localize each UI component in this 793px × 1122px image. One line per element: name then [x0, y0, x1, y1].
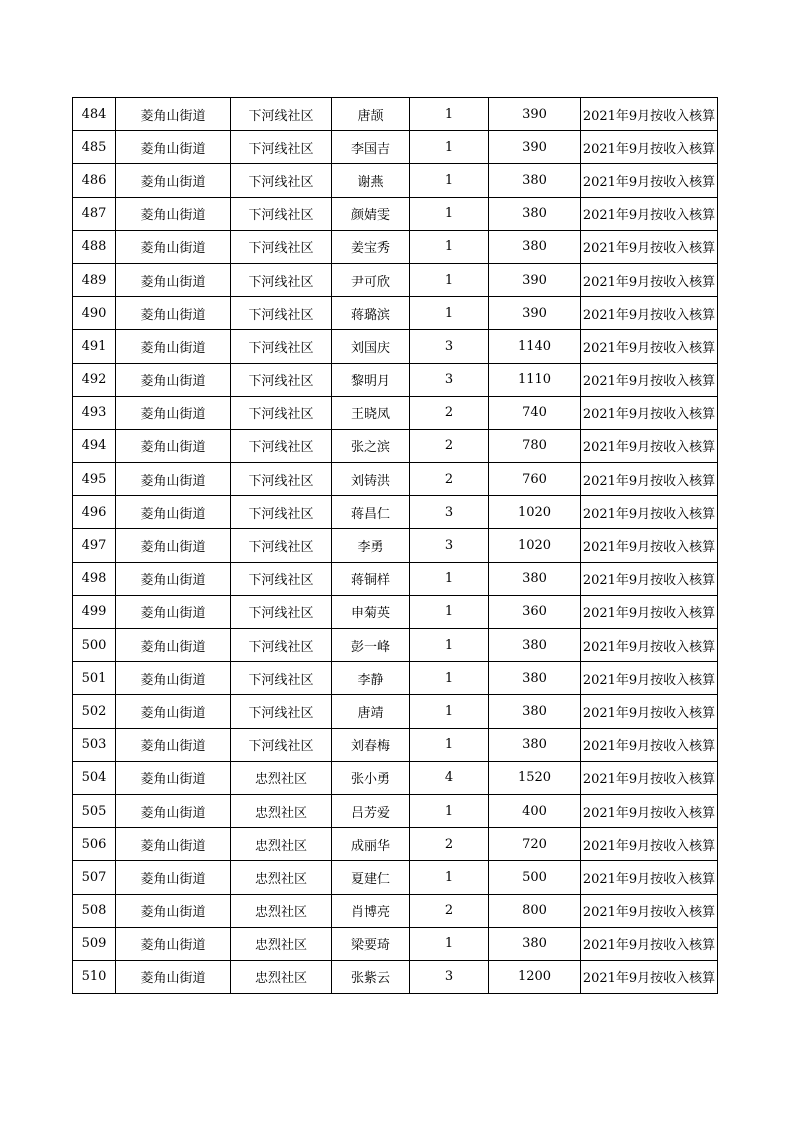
- subdistrict-cell: 菱角山街道: [116, 330, 231, 363]
- household-size-cell: 4: [410, 761, 489, 794]
- subdistrict-cell: 菱角山街道: [116, 629, 231, 662]
- row-number-cell: 488: [73, 230, 116, 263]
- community-cell: 下河线社区: [231, 695, 332, 728]
- amount-cell: 1110: [489, 363, 581, 396]
- amount-cell: 380: [489, 629, 581, 662]
- table-row: [73, 197, 718, 230]
- subdistrict-cell: 菱角山街道: [116, 529, 231, 562]
- note-cell: 2021年9月按收入核算: [581, 695, 718, 728]
- name-cell: 谢燕: [332, 164, 410, 197]
- household-size-cell: 1: [410, 297, 489, 330]
- row-number-cell: 490: [73, 297, 116, 330]
- amount-cell: 1020: [489, 529, 581, 562]
- roster-table-body: [73, 98, 718, 994]
- table-row: [73, 861, 718, 894]
- name-cell: 蒋璐滨: [332, 297, 410, 330]
- household-size-cell: 1: [410, 197, 489, 230]
- table-row: [73, 927, 718, 960]
- name-cell: 梁要琦: [332, 927, 410, 960]
- household-size-cell: 2: [410, 429, 489, 462]
- household-size-cell: 1: [410, 927, 489, 960]
- table-row: [73, 396, 718, 429]
- table-row: [73, 363, 718, 396]
- name-cell: 黎明月: [332, 363, 410, 396]
- amount-cell: 780: [489, 429, 581, 462]
- row-number-cell: 507: [73, 861, 116, 894]
- community-cell: 下河线社区: [231, 429, 332, 462]
- household-size-cell: 2: [410, 828, 489, 861]
- household-size-cell: 1: [410, 695, 489, 728]
- household-size-cell: 1: [410, 794, 489, 827]
- subdistrict-cell: 菱角山街道: [116, 562, 231, 595]
- row-number-cell: 506: [73, 828, 116, 861]
- community-cell: 下河线社区: [231, 297, 332, 330]
- subdistrict-cell: 菱角山街道: [116, 927, 231, 960]
- note-cell: 2021年9月按收入核算: [581, 396, 718, 429]
- name-cell: 蒋铜样: [332, 562, 410, 595]
- amount-cell: 1140: [489, 330, 581, 363]
- household-size-cell: 3: [410, 529, 489, 562]
- name-cell: 吕芳爱: [332, 794, 410, 827]
- table-row: [73, 595, 718, 628]
- note-cell: 2021年9月按收入核算: [581, 794, 718, 827]
- name-cell: 彭一峰: [332, 629, 410, 662]
- row-number-cell: 505: [73, 794, 116, 827]
- community-cell: 下河线社区: [231, 496, 332, 529]
- note-cell: 2021年9月按收入核算: [581, 529, 718, 562]
- community-cell: 忠烈社区: [231, 794, 332, 827]
- amount-cell: 760: [489, 463, 581, 496]
- community-cell: 下河线社区: [231, 463, 332, 496]
- amount-cell: 390: [489, 131, 581, 164]
- subdistrict-cell: 菱角山街道: [116, 894, 231, 927]
- row-number-cell: 499: [73, 595, 116, 628]
- name-cell: 李国吉: [332, 131, 410, 164]
- household-size-cell: 2: [410, 463, 489, 496]
- household-size-cell: 1: [410, 595, 489, 628]
- community-cell: 下河线社区: [231, 98, 332, 131]
- household-size-cell: 1: [410, 861, 489, 894]
- table-row: [73, 330, 718, 363]
- table-row: [73, 297, 718, 330]
- subdistrict-cell: 菱角山街道: [116, 595, 231, 628]
- note-cell: 2021年9月按收入核算: [581, 297, 718, 330]
- household-size-cell: 1: [410, 98, 489, 131]
- household-size-cell: 3: [410, 330, 489, 363]
- table-row: [73, 230, 718, 263]
- community-cell: 忠烈社区: [231, 894, 332, 927]
- assistance-roster-table: [72, 97, 718, 994]
- amount-cell: 360: [489, 595, 581, 628]
- subdistrict-cell: 菱角山街道: [116, 794, 231, 827]
- table-row: [73, 562, 718, 595]
- name-cell: 夏建仁: [332, 861, 410, 894]
- note-cell: 2021年9月按收入核算: [581, 595, 718, 628]
- row-number-cell: 489: [73, 263, 116, 296]
- name-cell: 尹可欣: [332, 263, 410, 296]
- subdistrict-cell: 菱角山街道: [116, 297, 231, 330]
- note-cell: 2021年9月按收入核算: [581, 562, 718, 595]
- note-cell: 2021年9月按收入核算: [581, 761, 718, 794]
- row-number-cell: 494: [73, 429, 116, 462]
- name-cell: 刘国庆: [332, 330, 410, 363]
- note-cell: 2021年9月按收入核算: [581, 164, 718, 197]
- name-cell: 李静: [332, 662, 410, 695]
- note-cell: 2021年9月按收入核算: [581, 263, 718, 296]
- name-cell: 颜婧雯: [332, 197, 410, 230]
- note-cell: 2021年9月按收入核算: [581, 363, 718, 396]
- note-cell: 2021年9月按收入核算: [581, 429, 718, 462]
- table-row: [73, 828, 718, 861]
- household-size-cell: 1: [410, 562, 489, 595]
- household-size-cell: 1: [410, 263, 489, 296]
- amount-cell: 380: [489, 230, 581, 263]
- subdistrict-cell: 菱角山街道: [116, 463, 231, 496]
- row-number-cell: 495: [73, 463, 116, 496]
- community-cell: 忠烈社区: [231, 761, 332, 794]
- community-cell: 忠烈社区: [231, 828, 332, 861]
- household-size-cell: 1: [410, 662, 489, 695]
- table-row: [73, 695, 718, 728]
- community-cell: 忠烈社区: [231, 861, 332, 894]
- amount-cell: 380: [489, 927, 581, 960]
- community-cell: 下河线社区: [231, 131, 332, 164]
- note-cell: 2021年9月按收入核算: [581, 131, 718, 164]
- amount-cell: 1020: [489, 496, 581, 529]
- note-cell: 2021年9月按收入核算: [581, 98, 718, 131]
- amount-cell: 390: [489, 297, 581, 330]
- name-cell: 李勇: [332, 529, 410, 562]
- community-cell: 下河线社区: [231, 595, 332, 628]
- subdistrict-cell: 菱角山街道: [116, 828, 231, 861]
- amount-cell: 500: [489, 861, 581, 894]
- subdistrict-cell: 菱角山街道: [116, 98, 231, 131]
- subdistrict-cell: 菱角山街道: [116, 429, 231, 462]
- table-row: [73, 164, 718, 197]
- table-row: [73, 629, 718, 662]
- row-number-cell: 497: [73, 529, 116, 562]
- table-row: [73, 761, 718, 794]
- table-row: [73, 429, 718, 462]
- name-cell: 张小勇: [332, 761, 410, 794]
- name-cell: 张紫云: [332, 960, 410, 993]
- amount-cell: 380: [489, 562, 581, 595]
- amount-cell: 380: [489, 197, 581, 230]
- table-row: [73, 662, 718, 695]
- household-size-cell: 1: [410, 728, 489, 761]
- table-row: [73, 263, 718, 296]
- name-cell: 唐颉: [332, 98, 410, 131]
- row-number-cell: 510: [73, 960, 116, 993]
- household-size-cell: 1: [410, 629, 489, 662]
- community-cell: 下河线社区: [231, 230, 332, 263]
- subdistrict-cell: 菱角山街道: [116, 396, 231, 429]
- row-number-cell: 509: [73, 927, 116, 960]
- subdistrict-cell: 菱角山街道: [116, 363, 231, 396]
- amount-cell: 740: [489, 396, 581, 429]
- subdistrict-cell: 菱角山街道: [116, 861, 231, 894]
- table-row: [73, 894, 718, 927]
- table-row: [73, 728, 718, 761]
- row-number-cell: 486: [73, 164, 116, 197]
- amount-cell: 380: [489, 695, 581, 728]
- name-cell: 刘铸洪: [332, 463, 410, 496]
- note-cell: 2021年9月按收入核算: [581, 496, 718, 529]
- community-cell: 下河线社区: [231, 629, 332, 662]
- community-cell: 下河线社区: [231, 529, 332, 562]
- row-number-cell: 496: [73, 496, 116, 529]
- community-cell: 下河线社区: [231, 396, 332, 429]
- household-size-cell: 3: [410, 960, 489, 993]
- household-size-cell: 1: [410, 164, 489, 197]
- row-number-cell: 502: [73, 695, 116, 728]
- subdistrict-cell: 菱角山街道: [116, 197, 231, 230]
- subdistrict-cell: 菱角山街道: [116, 761, 231, 794]
- amount-cell: 400: [489, 794, 581, 827]
- table-row: [73, 794, 718, 827]
- note-cell: 2021年9月按收入核算: [581, 728, 718, 761]
- name-cell: 申菊英: [332, 595, 410, 628]
- community-cell: 下河线社区: [231, 330, 332, 363]
- subdistrict-cell: 菱角山街道: [116, 263, 231, 296]
- subdistrict-cell: 菱角山街道: [116, 131, 231, 164]
- amount-cell: 1520: [489, 761, 581, 794]
- note-cell: 2021年9月按收入核算: [581, 861, 718, 894]
- note-cell: 2021年9月按收入核算: [581, 463, 718, 496]
- table-row: [73, 496, 718, 529]
- row-number-cell: 498: [73, 562, 116, 595]
- table-row: [73, 529, 718, 562]
- community-cell: 下河线社区: [231, 363, 332, 396]
- row-number-cell: 500: [73, 629, 116, 662]
- subdistrict-cell: 菱角山街道: [116, 728, 231, 761]
- amount-cell: 390: [489, 98, 581, 131]
- community-cell: 下河线社区: [231, 197, 332, 230]
- community-cell: 下河线社区: [231, 164, 332, 197]
- community-cell: 下河线社区: [231, 562, 332, 595]
- note-cell: 2021年9月按收入核算: [581, 894, 718, 927]
- note-cell: 2021年9月按收入核算: [581, 662, 718, 695]
- household-size-cell: 2: [410, 894, 489, 927]
- subdistrict-cell: 菱角山街道: [116, 695, 231, 728]
- row-number-cell: 485: [73, 131, 116, 164]
- table-row: [73, 98, 718, 131]
- row-number-cell: 493: [73, 396, 116, 429]
- table-row: [73, 463, 718, 496]
- row-number-cell: 508: [73, 894, 116, 927]
- row-number-cell: 504: [73, 761, 116, 794]
- subdistrict-cell: 菱角山街道: [116, 164, 231, 197]
- note-cell: 2021年9月按收入核算: [581, 629, 718, 662]
- row-number-cell: 503: [73, 728, 116, 761]
- name-cell: 张之滨: [332, 429, 410, 462]
- name-cell: 姜宝秀: [332, 230, 410, 263]
- amount-cell: 390: [489, 263, 581, 296]
- row-number-cell: 501: [73, 662, 116, 695]
- subdistrict-cell: 菱角山街道: [116, 662, 231, 695]
- row-number-cell: 491: [73, 330, 116, 363]
- amount-cell: 720: [489, 828, 581, 861]
- subdistrict-cell: 菱角山街道: [116, 960, 231, 993]
- note-cell: 2021年9月按收入核算: [581, 230, 718, 263]
- amount-cell: 380: [489, 728, 581, 761]
- community-cell: 忠烈社区: [231, 927, 332, 960]
- row-number-cell: 492: [73, 363, 116, 396]
- note-cell: 2021年9月按收入核算: [581, 197, 718, 230]
- note-cell: 2021年9月按收入核算: [581, 927, 718, 960]
- amount-cell: 1200: [489, 960, 581, 993]
- name-cell: 王晓凤: [332, 396, 410, 429]
- table-row: [73, 960, 718, 993]
- name-cell: 肖博亮: [332, 894, 410, 927]
- name-cell: 蒋昌仁: [332, 496, 410, 529]
- community-cell: 下河线社区: [231, 662, 332, 695]
- household-size-cell: 2: [410, 396, 489, 429]
- household-size-cell: 1: [410, 230, 489, 263]
- note-cell: 2021年9月按收入核算: [581, 330, 718, 363]
- name-cell: 唐靖: [332, 695, 410, 728]
- household-size-cell: 3: [410, 363, 489, 396]
- name-cell: 成丽华: [332, 828, 410, 861]
- subdistrict-cell: 菱角山街道: [116, 230, 231, 263]
- subdistrict-cell: 菱角山街道: [116, 496, 231, 529]
- household-size-cell: 3: [410, 496, 489, 529]
- amount-cell: 800: [489, 894, 581, 927]
- table-row: [73, 131, 718, 164]
- community-cell: 忠烈社区: [231, 960, 332, 993]
- row-number-cell: 487: [73, 197, 116, 230]
- row-number-cell: 484: [73, 98, 116, 131]
- amount-cell: 380: [489, 164, 581, 197]
- name-cell: 刘春梅: [332, 728, 410, 761]
- household-size-cell: 1: [410, 131, 489, 164]
- amount-cell: 380: [489, 662, 581, 695]
- community-cell: 下河线社区: [231, 263, 332, 296]
- community-cell: 下河线社区: [231, 728, 332, 761]
- note-cell: 2021年9月按收入核算: [581, 960, 718, 993]
- note-cell: 2021年9月按收入核算: [581, 828, 718, 861]
